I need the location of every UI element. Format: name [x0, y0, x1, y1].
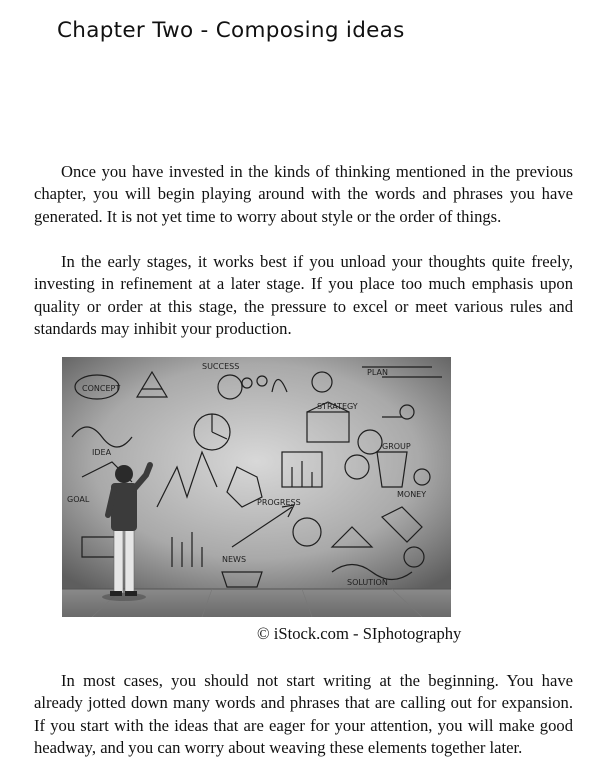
- word-goal: GOAL: [67, 495, 90, 504]
- photo-credit: © iStock.com - SIphotography: [257, 624, 462, 643]
- word-money: MONEY: [397, 490, 427, 499]
- word-success: SUCCESS: [202, 362, 240, 371]
- chapter-title: Chapter Two - Composing ideas: [57, 18, 405, 43]
- idea-wall-photo: [62, 357, 451, 617]
- paragraph-1: Once you have invested in the kinds of thinking mentioned in the previous chapter, you will begin playing around with the words and phrases you have generated. It is not yet time to worry about style or the order of things.: [34, 162, 573, 226]
- word-plan: PLAN: [367, 368, 388, 377]
- paragraph-3: In most cases, you should not start writing at the beginning. You have already jotted down many words and phrases that are calling out for expansion. If you start with the ideas that are eager for your attention, you will make good headway, and you can worry about weaving these elements together later.: [34, 671, 573, 758]
- word-progress: PROGRESS: [257, 498, 301, 507]
- word-news: NEWS: [222, 555, 247, 564]
- word-group: GROUP: [382, 442, 411, 451]
- paragraph-2: In the early stages, it works best if you unload your thoughts quite freely, investing in refinement at a later stage. If you place too much emphasis upon quality or order at this stage, the pressure to excel or meet various rules and standards may inhibit your production.: [34, 252, 573, 339]
- word-strategy: STRATEGY: [317, 402, 358, 411]
- word-concept: CONCEPT: [82, 384, 121, 393]
- word-idea: IDEA: [92, 448, 112, 457]
- idea-wall-illustration: [62, 357, 451, 617]
- word-solution: SOLUTION: [347, 578, 388, 587]
